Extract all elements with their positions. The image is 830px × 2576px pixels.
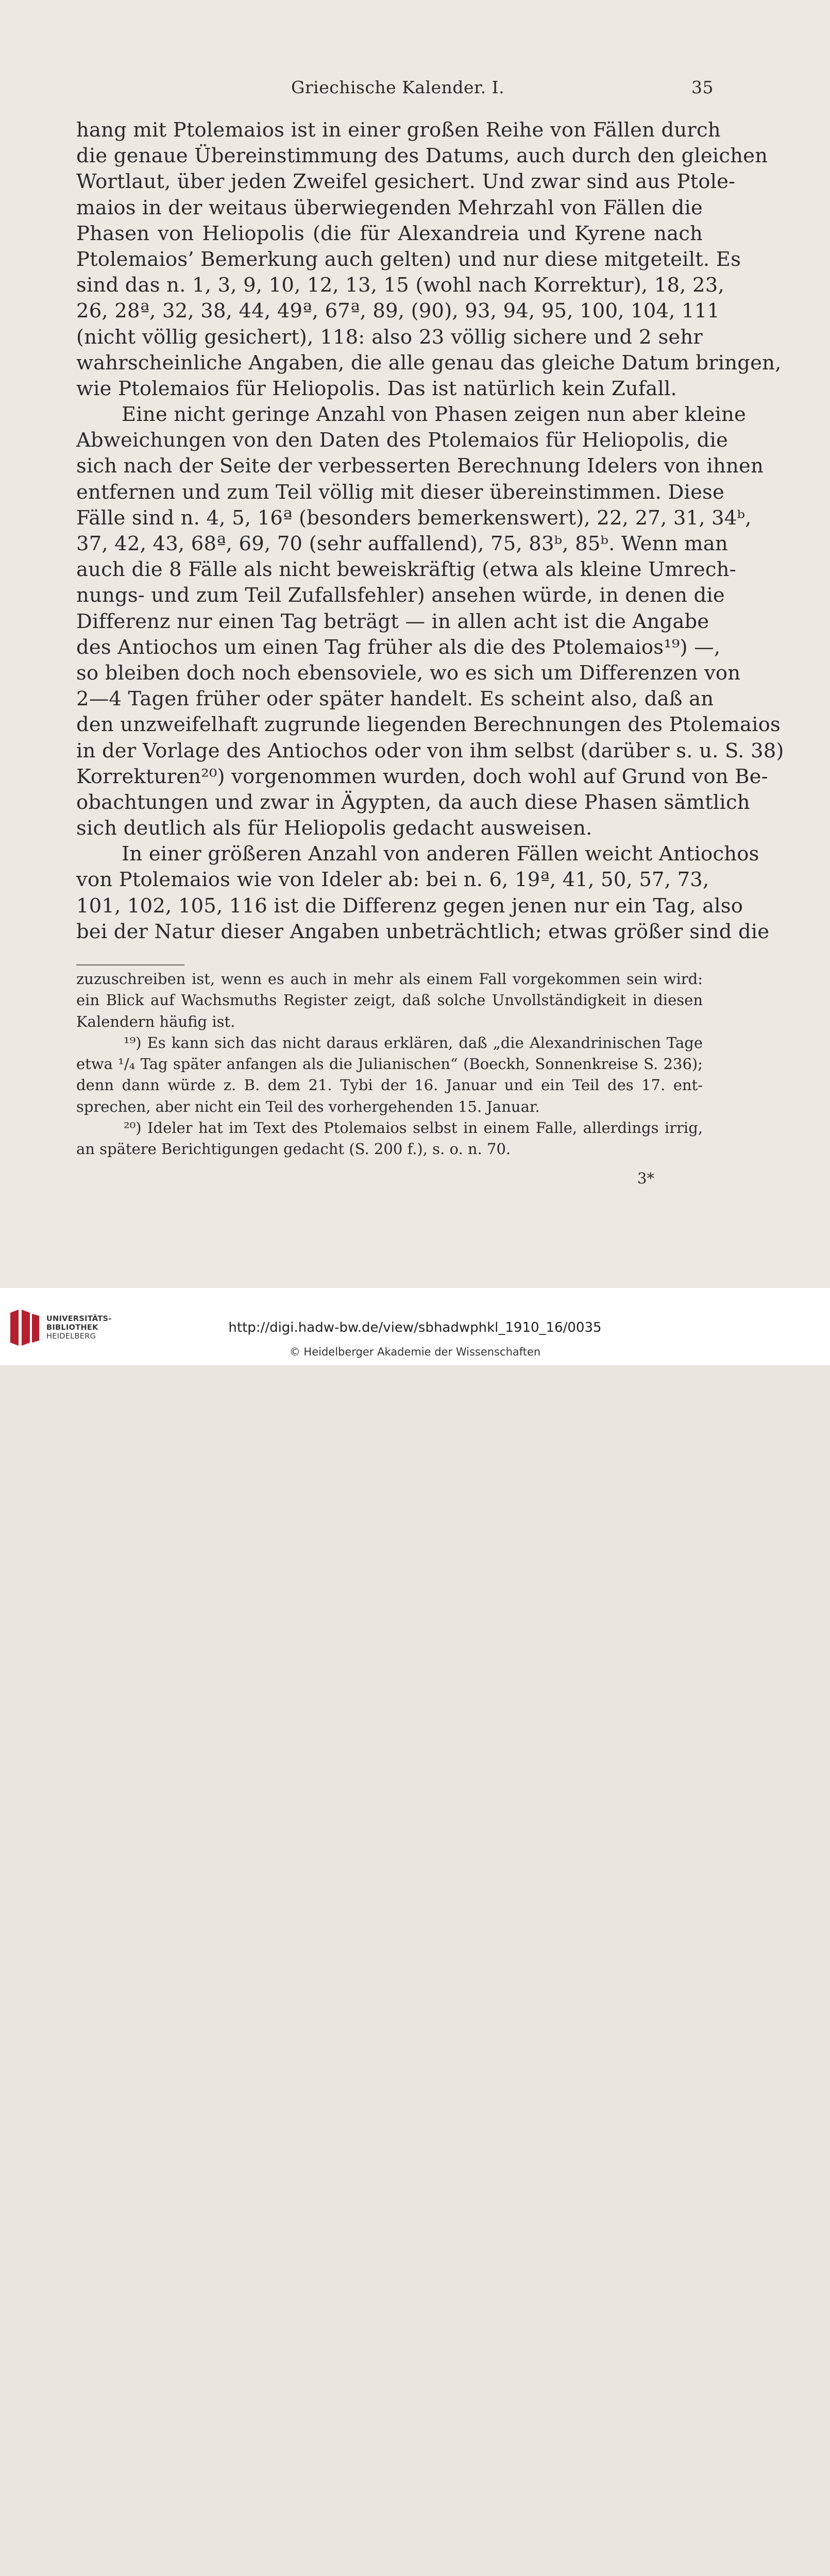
text-line: sich deutlich als für Heliopolis gedacht ausweisen. [76, 817, 592, 840]
text-line: 37, 42, 43, 68ª, 69, 70 (sehr auffallend), 75, 83ᵇ, 85ᵇ. Wenn man [76, 532, 728, 555]
footnote-line: ein Blick auf Wachsmuths Register zeigt, daß solche Unvollständigkeit in diesen [76, 991, 703, 1009]
copyright-notice: © Heidelberger Akademie der Wissenschaften [289, 1346, 541, 1358]
footnote-line: denn dann würde z. B. dem 21. Tybi der 16. Januar und ein Teil des 17. ent- [76, 1076, 703, 1094]
text-line: Phasen von Heliopolis (die für Alexandreia und Kyrene nach [76, 222, 703, 245]
text-line: des Antiochos um einen Tag früher als die des Ptolemaios¹⁹) —, [76, 635, 721, 659]
text-line: wahrscheinliche Angaben, die alle genau das gleiche Datum bringen, [76, 351, 782, 375]
running-title: Griechische Kalender. I. [291, 77, 505, 97]
text-line: in der Vorlage des Antiochos oder von ihm selbst (darüber s. u. S. 38) [76, 739, 784, 762]
footnote-line: ²⁰) Ideler hat im Text des Ptolemaios selbst in einem Falle, allerdings irrig, [124, 1119, 703, 1137]
footnotes [76, 969, 703, 1160]
text-line: 2—4 Tagen früher oder später handelt. Es scheint also, daß an [76, 687, 714, 711]
footnote-line: sprechen, aber nicht ein Teil des vorhergehenden 15. Januar. [76, 1097, 540, 1115]
text-line: Ptolemaios’ Bemerkung auch gelten) und nur diese mitgeteilt. Es [76, 247, 741, 271]
footnote-line: zuzuschreiben ist, wenn es auch in mehr als einem Fall vorgekommen sein wird: [76, 970, 703, 988]
text-line: entfernen und zum Teil völlig mit dieser übereinstimmen. Diese [76, 480, 724, 504]
text-line: maios in der weitaus überwiegenden Mehrzahl von Fällen die [76, 196, 703, 219]
page-number: 35 [691, 77, 714, 97]
text-line: 26, 28ª, 32, 38, 44, 49ª, 67ª, 89, (90), 93, 94, 95, 100, 104, 111 [76, 299, 720, 323]
footnote-line: ¹⁹) Es kann sich das nicht daraus erklären, daß „die Alexandrinischen Tage [124, 1033, 703, 1052]
text-line: von Ptolemaios wie von Ideler ab: bei n. 6, 19ª, 41, 50, 57, 73, [76, 868, 709, 892]
text-line: so bleiben doch noch ebensoviele, wo es sich um Differenzen von [76, 661, 741, 685]
text-line: Wortlaut, über jeden Zweifel gesichert. Und zwar sind aus Ptole- [76, 170, 736, 194]
text-line: sind das n. 1, 3, 9, 10, 12, 13, 15 (wohl nach Korrektur), 18, 23, [76, 274, 724, 297]
footnote-line: an spätere Berichtigungen gedacht (S. 200 f.), s. o. n. 70. [76, 1140, 511, 1158]
text-line: (nicht völlig gesichert), 118: also 23 völlig sichere und 2 sehr [76, 325, 703, 349]
footnote-line: Kalendern häufig ist. [76, 1012, 235, 1030]
text-line: auch die 8 Fälle als nicht beweiskräftig (etwa als kleine Umrech- [76, 558, 736, 582]
text-line: hang mit Ptolemaios ist in einer großen Reihe von Fällen durch [76, 118, 721, 142]
body-text [76, 117, 784, 945]
footnote-rule [76, 964, 184, 965]
text-line: obachtungen und zwar in Ägypten, da auch diese Phasen sämtlich [76, 790, 750, 814]
text-line: Abweichungen von den Daten des Ptolemaios für Heliopolis, die [76, 429, 728, 452]
text-line: die genaue Übereinstimmung des Datums, auch durch den gleichen [76, 144, 768, 168]
text-line: sich nach der Seite der verbesserten Berechnung Idelers von ihnen [76, 454, 764, 478]
text-line: bei der Natur dieser Angaben unbeträchtlich; etwas größer sind die [76, 920, 770, 943]
text-line: Eine nicht geringe Anzahl von Phasen zeigen nun aber kleine [122, 403, 747, 427]
text-line: 101, 102, 105, 116 ist die Differenz gegen jenen nur ein Tag, also [76, 894, 743, 918]
text-line: Fälle sind n. 4, 5, 16ª (besonders bemerkenswert), 22, 27, 31, 34ᵇ, [76, 506, 752, 530]
text-line: Differenz nur einen Tag beträgt — in allen acht ist die Angabe [76, 609, 709, 633]
footnote-line: etwa ¹/₄ Tag später anfangen als die Julianischen“ (Boeckh, Sonnenkreise S. 236); [76, 1055, 703, 1073]
signature-mark: 3* [637, 1170, 654, 1187]
running-header [291, 77, 714, 103]
text-line: Korrekturen²⁰) vorgenommen wurden, doch wohl auf Grund von Be- [76, 765, 768, 788]
text-line: nungs- und zum Teil Zufallsfehler) ansehen würde, in denen die [76, 584, 725, 607]
university-library-name: UNIVERSITÄTS- BIBLIOTHEK HEIDELBERG [46, 1315, 112, 1341]
text-line: In einer größeren Anzahl von anderen Fällen weicht Antiochos [122, 842, 759, 866]
permalink-url[interactable]: http://digi.hadw-bw.de/view/sbhadwphkl_1910_16/0035 [228, 1320, 602, 1335]
text-line: den unzweifelhaft zugrunde liegenden Berechnungen des Ptolemaios [76, 713, 781, 737]
text-line: wie Ptolemaios für Heliopolis. Das ist natürlich kein Zufall. [76, 377, 677, 400]
